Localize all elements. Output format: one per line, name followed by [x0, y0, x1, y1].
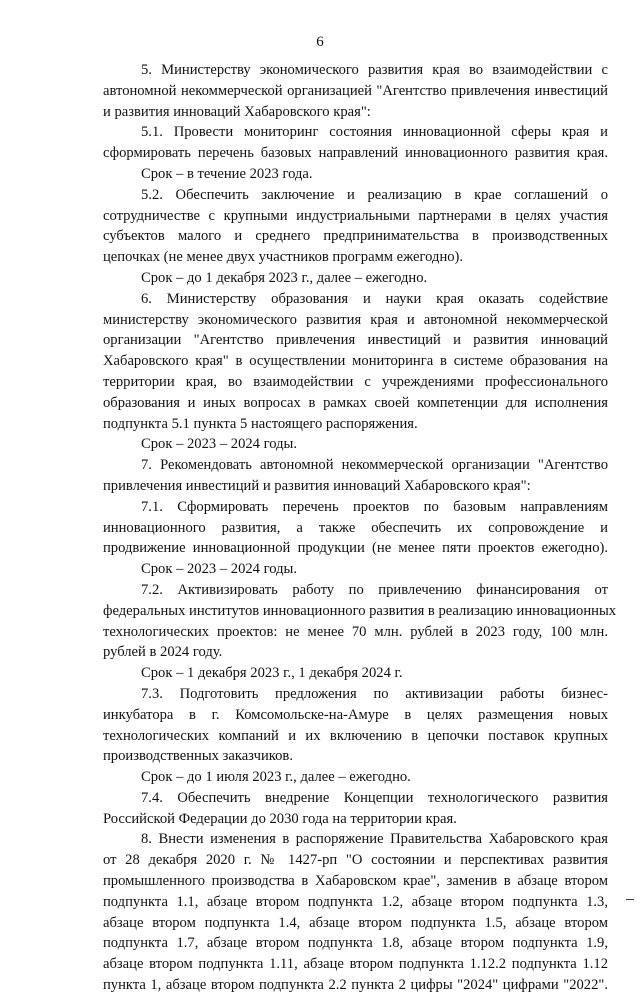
text-line: производственных заказчиков. [103, 748, 293, 765]
text-line: Срок – 1 декабря 2023 г., 1 декабря 2024 г. [141, 665, 403, 682]
text-line: цепочках (не менее двух участников программ ежегодно). [103, 249, 464, 266]
text-line: абзаце втором подпункта 1.4, абзаце втором подпункта 1.5, абзаце втором [103, 914, 608, 931]
text-line: Срок – до 1 декабря 2023 г., далее – ежегодно. [141, 269, 428, 286]
text-line: 5. Министерству экономического развития края во взаимодействии с [141, 62, 608, 78]
text-line: Срок – 2023 – 2024 годы. [141, 561, 298, 578]
text-line: министерству экономического развития края и автономной некоммерческой [103, 311, 608, 328]
text-line: Срок – в течение 2023 года. [141, 165, 313, 182]
text-line: 7. Рекомендовать автономной некоммерческой организации "Агентство [141, 457, 608, 474]
text-line: промышленного производства в Хабаровском крае", заменив в абзаце втором [103, 873, 608, 890]
text-line: 7.1. Сформировать перечень проектов по базовым направлениям [141, 498, 608, 515]
text-line: Срок – 2023 – 2024 годы. [141, 436, 298, 453]
text-line: 7.4. Обеспечить внедрение Концепции технологического развития [141, 789, 608, 806]
text-line: технологических компаний и их включению в цепочки поставок крупных [103, 727, 608, 744]
text-line: подпункта 5.1 пункта 5 настоящего распоряжения. [103, 415, 418, 432]
text-line: 5.1. Провести мониторинг состояния инновационной сферы края и [141, 124, 608, 141]
text-line: от 28 декабря 2020 г. № 1427-рп "О состоянии и перспективах развития [103, 852, 608, 869]
text-line: подпункта 1.1, абзаце втором подпункта 1.2, абзаце втором подпункта 1.3, [103, 893, 608, 910]
text-line: федеральных институтов инновационного развития в реализацию инновационных [103, 602, 617, 619]
page-number: 6 [316, 34, 324, 50]
text-line: и развития инноваций Хабаровского края": [103, 103, 371, 120]
text-line: 7.2. Активизировать работу по привлечению финансирования от [141, 581, 608, 598]
text-line: субъектов малого и среднего предпринимательства в производственных [103, 228, 608, 245]
text-line: 5.2. Обеспечить заключение и реализацию в крае соглашений о [141, 186, 608, 203]
text-line: сотрудничестве с крупными индустриальными партнерами в целях участия [103, 207, 608, 224]
text-line: продвижение инновационной продукции (не менее пяти проектов ежегодно). [103, 540, 608, 557]
text-line: организации "Агентство привлечения инвестиций и развития инноваций [103, 332, 608, 349]
text-line: инновационного развития, а также обеспечить их сопровождение и [103, 519, 608, 536]
text-line: подпункта 1.7, абзаце втором подпункта 1.8, абзаце втором подпункта 1.9, [103, 935, 608, 952]
text-line: образования и иных вопросах в рамках своей компетенции для исполнения [103, 394, 608, 411]
text-line: 8. Внести изменения в распоряжение Правительства Хабаровского края [141, 831, 608, 848]
scan-mark [626, 899, 634, 900]
text-line: абзаце втором подпункта 1.11, абзаце втором подпункта 1.12.2 подпункта 1.12 [103, 956, 608, 973]
text-line: технологических проектов: не менее 70 млн. рублей в 2023 году, 100 млн. [103, 623, 608, 640]
text-line: Российской Федерации до 2030 года на территории края. [103, 810, 457, 827]
text-line: инкубатора в г. Комсомольске-на-Амуре в целях размещения новых [103, 706, 608, 723]
text-line: территории края, во взаимодействии с учреждениями профессионального [103, 373, 608, 390]
text-line: 6. Министерству образования и науки края оказать содействие [141, 290, 608, 307]
text-line: пункта 1, абзаце втором подпункта 2.2 пункта 2 цифры "2024" цифрами "2022". [103, 977, 608, 994]
text-line: 7.3. Подготовить предложения по активизации работы бизнес- [141, 685, 608, 702]
text-line: сформировать перечень базовых направлений инновационного развития края. [103, 145, 608, 162]
text-line: Срок – до 1 июля 2023 г., далее – ежегодно. [141, 769, 411, 786]
text-line: рублей в 2024 году. [103, 644, 223, 661]
text-line: привлечения инвестиций и развития инноваций Хабаровского края": [103, 477, 531, 494]
text-line: Хабаровского края" в осуществлении мониторинга в системе образования на [103, 353, 608, 370]
text-line: автономной некоммерческой организацией "Агентство привлечения инвестиций [103, 82, 608, 99]
document-body [103, 60, 617, 996]
